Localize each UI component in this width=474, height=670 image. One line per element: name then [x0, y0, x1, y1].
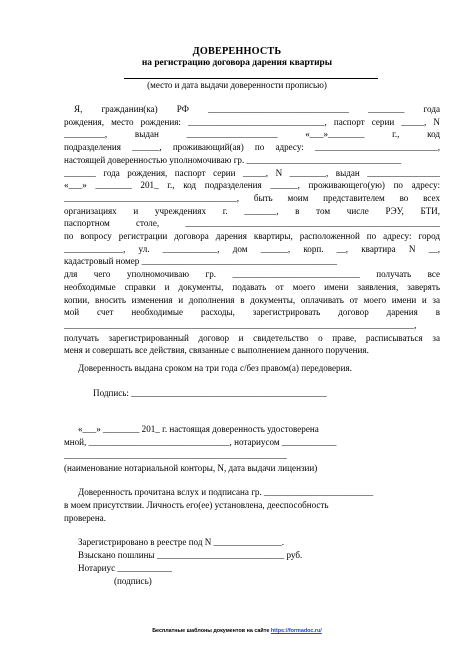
- registry-line: Зарегистрировано в реестре под N _______________.: [78, 537, 285, 547]
- text-line: _______ года рождения, паспорт серии _____, N ________, выдан ________________: [64, 167, 440, 178]
- text-line: _____________, ул. ____________, дом ______, корп. __, квартира N __,: [64, 243, 440, 254]
- duty-line: Взыскано пошлины ____________________________ руб.: [78, 550, 303, 560]
- text-line: _________, выдан ____________________ «___»________ г., код: [64, 129, 440, 140]
- footer-text: Бесплатные шаблоны документов на сайте: [152, 628, 271, 634]
- text-line: копии, вносить изменения и дополнения в документы, оплачивать от моего имени и за: [64, 294, 440, 305]
- notary-signature-line: Нотариус ____________: [78, 563, 172, 573]
- text-line: рождения, место рождения: ______________________________, паспорт серии _____, N: [64, 116, 440, 127]
- text-line: мой счет необходимые расходы, зарегистрировать договор дарения в: [64, 307, 440, 318]
- footer: [0, 628, 474, 634]
- notary-line: «___» ________ 201_ г. настоящая доверенность удостоверена: [78, 424, 319, 434]
- text-line: подразделения ______, проживающий(ая) по адресу: ___________________________,: [64, 142, 440, 153]
- read-line: Доверенность прочитана вслух и подписана гр. ________________________: [78, 487, 374, 497]
- text-line: Я, гражданин(ка) РФ _______________________________ ________ года: [74, 104, 440, 114]
- document-subtitle: на регистрацию договора дарения квартиры: [141, 58, 333, 68]
- validity-text: Доверенность выдана сроком на три года с/без правом(а) передоверия.: [78, 363, 352, 373]
- read-line: проверена.: [64, 513, 106, 523]
- document-title: ДОВЕРЕННОСТЬ: [192, 46, 282, 57]
- place-date-caption: (место и дата выдачи доверенности прописью): [147, 80, 327, 90]
- read-line: в моем присутствии. Личность его(ее) установлена, дееспособность: [64, 500, 329, 510]
- text-line: необходимые справки и документы, подавать от моего имени заявления, заверять: [64, 281, 440, 292]
- text-line: для чего уполномочиваю гр. ____________________________ получать все: [64, 269, 440, 280]
- text-line: «___» ________ 201_ г., код подразделения ______, проживающего(ую) по адресу:: [64, 180, 440, 191]
- text-line: по вопросу регистрации договора дарения квартиры, расположенной по адресу: город: [64, 231, 440, 242]
- footer-link[interactable]: https://formadoc.ru/: [270, 628, 322, 634]
- signature-caption: (подпись): [114, 576, 152, 586]
- signature-line: Подпись: ___________________________________________: [93, 388, 327, 398]
- main-paragraph: [64, 103, 440, 357]
- text-line: кадастровый номер ___________________________________________: [64, 256, 338, 267]
- notary-line: мной, _______________________________, нотариусом ____________: [64, 437, 337, 447]
- text-line: настоящей доверенностью уполномочиваю гр. __________________________________: [64, 154, 402, 165]
- text-line: _____________________________________________________________________________,: [64, 319, 417, 330]
- notary-caption: (наименование нотариальной конторы, N, дата выдачи лицензии): [64, 463, 318, 473]
- text-line: организациях и учреждениях г. _______, в том числе РЭУ, БТИ,: [64, 205, 440, 216]
- notary-line: _________________________________________________: [64, 450, 287, 460]
- place-date-line: [124, 78, 378, 79]
- text-line: паспортном столе, ________________________________________________________: [64, 218, 440, 229]
- text-line: получать зарегистрированный договор и свидетельство о праве, расписываться за: [64, 332, 440, 343]
- text-line: ______________________________________, быть моим представителем во всех: [64, 192, 440, 203]
- text-line: меня и совершать все действия, связанные с выполнением данного поручения.: [64, 345, 369, 356]
